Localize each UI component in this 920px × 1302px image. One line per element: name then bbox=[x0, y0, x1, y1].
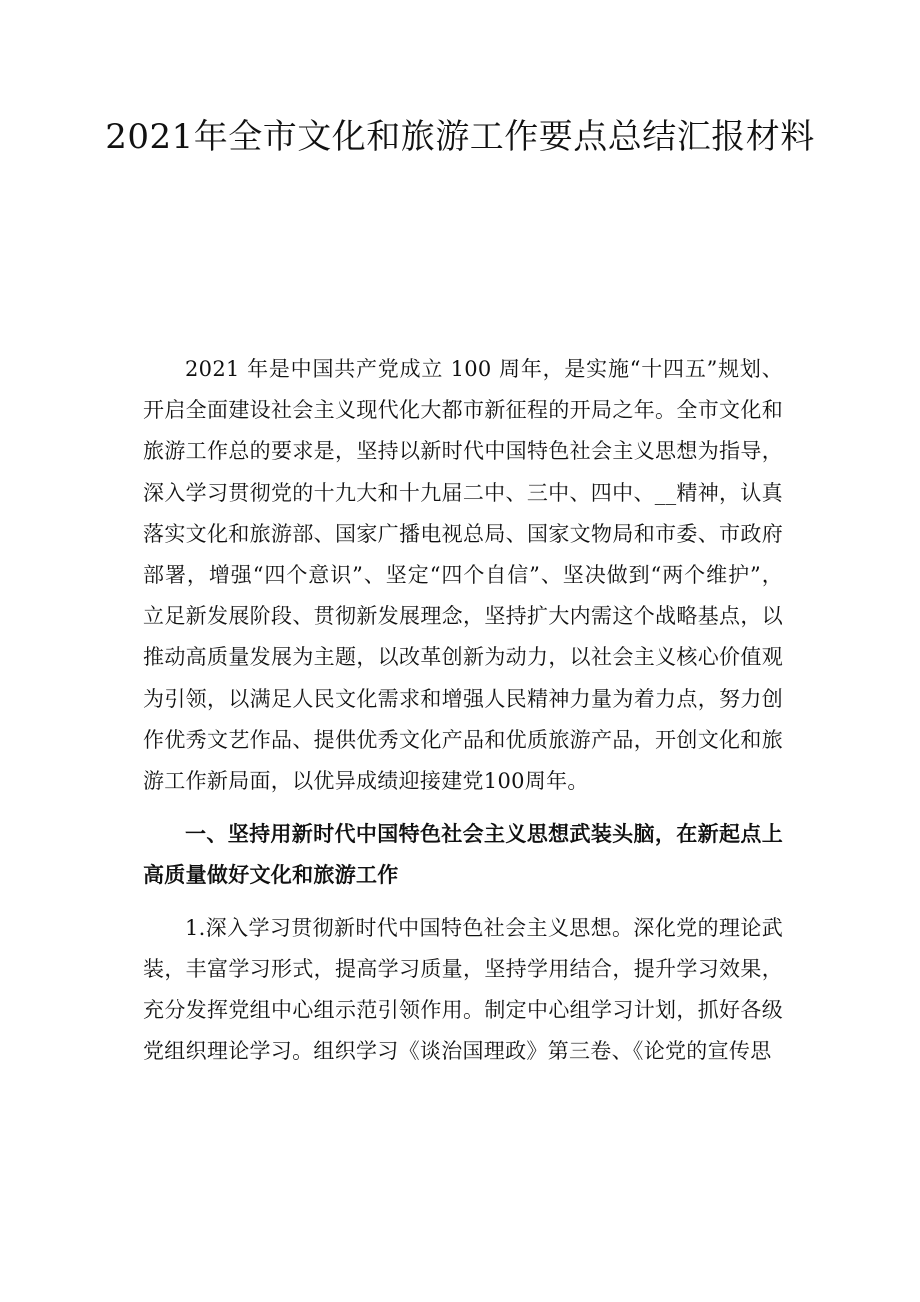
document-body bbox=[143, 349, 783, 1072]
section-1-heading: 一、坚持用新时代中国特色社会主义思想武装头脑，在新起点上高质量做好文化和旅游工作 bbox=[143, 821, 783, 888]
section-1-item-1-paragraph: 1.深入学习贯彻新时代中国特色社会主义思想。深化党的理论武装，丰富学习形式，提高学习质量，坚持学用结合，提升学习效果，充分发挥党组中心组示范引领作用。制定中心组学习计划，抓好各级党组织理论学习。组织学习《谈治国理政》第三卷、《论党的宣传思 bbox=[143, 915, 783, 1064]
document-title: 2021年全市文化和旅游工作要点总结汇报材料 bbox=[105, 117, 815, 157]
intro-paragraph: 2021 年是中国共产党成立 100 周年，是实施“十四五”规划、开启全面建设社会主义现代化大都市新征程的开局之年。全市文化和旅游工作总的要求是，坚持以新时代中国特色社会主义思想为指导，深入学习贯彻党的十九大和十九届二中、三中、四中、__精神，认真落实文化和旅游部、国家广播电视总局、国家文物局和市委、市政府部署，增强“四个意识”、坚定“四个自信”、坚决做到“两个维护”，立足新发展阶段、贯彻新发展理念，坚持扩大内需这个战略基点，以推动高质量发展为主题，以改革创新为动力，以社会主义核心价值观为引领，以满足人民文化需求和增强人民精神力量为着力点，努力创作优秀文艺作品、提供优秀文化产品和优质旅游产品，开创文化和旅游工作新局面，以优异成绩迎接建党100周年。 bbox=[143, 357, 783, 794]
